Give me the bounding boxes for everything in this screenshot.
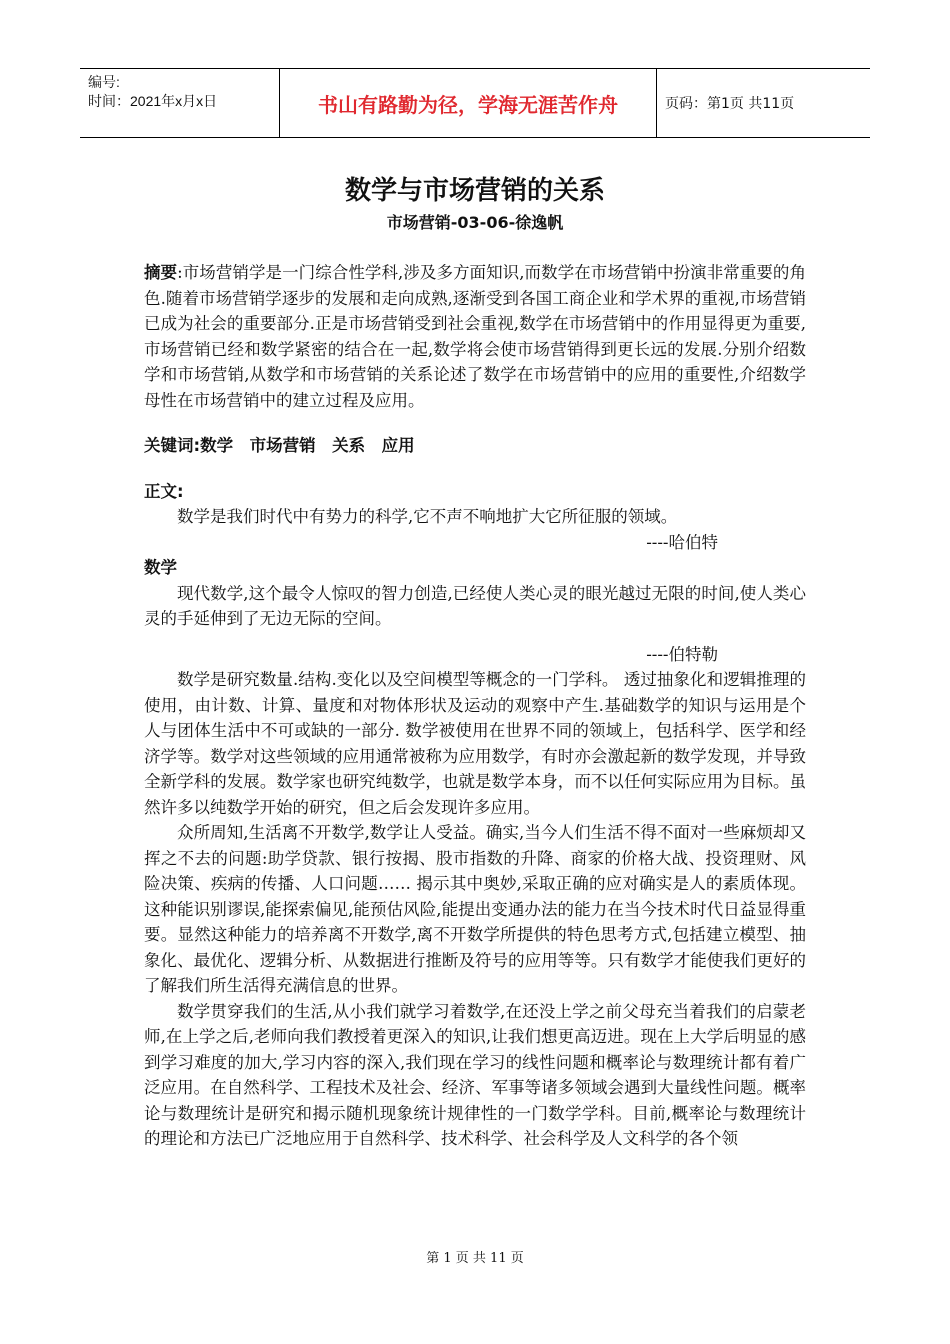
page-footer: 第 1 页 共 11 页 — [426, 1251, 524, 1266]
paragraph-1: 数学是研究数量.结构.变化以及空间模型等概念的一门学科。 透过抽象化和逻辑推理的使用，由计数、计算、量度和对物体形状及运动的观察中产生.基础数学的知识与运用是个人与团体生活中不可或缺的一部分. 数学被使用在世界不同的领域上，包括科学、医学和经济学等。数学对这些领域的应用通常被称为应用数学，有时亦会激起新的数学发现，并导致全新学科的发展。数学家也研究纯数学，也就是数学本身，而不以任何实际应用为目标。虽然许多以纯数学开始的研究，但之后会发现许多应用。 — [144, 670, 806, 817]
document-header — [80, 68, 870, 138]
header-time: 时间：2021年x月x日 — [88, 93, 218, 109]
body-label: 正文: — [144, 481, 184, 501]
header-page-info: 页码：第1页 共11页 — [665, 96, 795, 112]
page-subtitle: 市场营销-03-06-徐逸帆 — [386, 213, 564, 232]
document-body — [144, 260, 806, 1152]
header-meta — [80, 69, 280, 137]
paragraph-3: 数学贯穿我们的生活,从小我们就学习着数学,在还没上学之前父母充当着我们的启蒙老师,在上学之后,老师向我们教授着更深入的知识,让我们想更高迈进。现在上大学后明显的感到学习难度的加大,学习内容的深入,我们现在学习的线性问题和概率论与数理统计都有着广泛应用。在自然科学、工程技术及社会、经济、军事等诸多领域会遇到大量线性问题。概率论与数理统计是研究和揭示随机现象统计规律性的一门数学学科。目前,概率论与数理统计的理论和方法已广泛地应用于自然科学、技术科学、社会科学及人文科学的各个领 — [144, 1001, 806, 1148]
quote-2: 现代数学,这个最令人惊叹的智力创造,已经使人类心灵的眼光越过无限的时间,使人类心灵的手延伸到了无边无际的空间。 — [144, 583, 806, 628]
abstract-text: :市场营销学是一门综合性学科,涉及多方面知识,而数学在市场营销中扮演非常重要的角色.随着市场营销学逐步的发展和走向成熟,逐渐受到各国工商企业和学术界的重视,市场营销已成为社会的重要部分.正是市场营销受到社会重视,数学在市场营销中的作用显得更为重要,市场营销已经和数学紧密的结合在一起,数学将会使市场营销得到更长远的发展.分别介绍数学和市场营销,从数学和市场营销的关系论述了数学在市场营销中的应用的重要性,介绍数学母性在市场营销中的建立过程及应用。 — [144, 263, 806, 410]
section-heading-math: 数学 — [144, 558, 177, 577]
header-motto: 书山有路勤为径，学海无涯苦作舟 — [280, 69, 657, 137]
quote-1: 数学是我们时代中有势力的科学,它不声不响地扩大它所征服的领域。 — [177, 507, 678, 526]
quote-1-author: ----哈伯特 — [646, 532, 718, 552]
paragraph-2: 众所周知,生活离不开数学,数学让人受益。确实,当今人们生活不得不面对一些麻烦却又挥之不去的问题:助学贷款、银行按揭、股市指数的升降、商家的价格大战、投资理财、风险决策、疾病的传播、人口问题…… 揭示其中奥妙,采取正确的应对确实是人的素质体现。这种能识别谬误,能探索偏见,能预估风险,能提出变通办法的能力在当今技术时代日益显得重要。显然这种能力的培养离不开数学,离不开数学所提供的特色思考方式,包括建立模型、抽象化、最优化、逻辑分析、从数据进行推断及符号的应用等等。只有数学才能使我们更好的了解我们所生活得充满信息的世界。 — [144, 823, 806, 995]
header-number: 编号: — [88, 74, 120, 90]
abstract — [144, 260, 806, 413]
page-title: 数学与市场营销的关系 — [344, 176, 605, 206]
quote-2-author: ----伯特勒 — [646, 644, 718, 664]
abstract-label: 摘要 — [144, 263, 178, 282]
keywords: 关键词:数学 市场营销 关系 应用 — [144, 436, 415, 455]
